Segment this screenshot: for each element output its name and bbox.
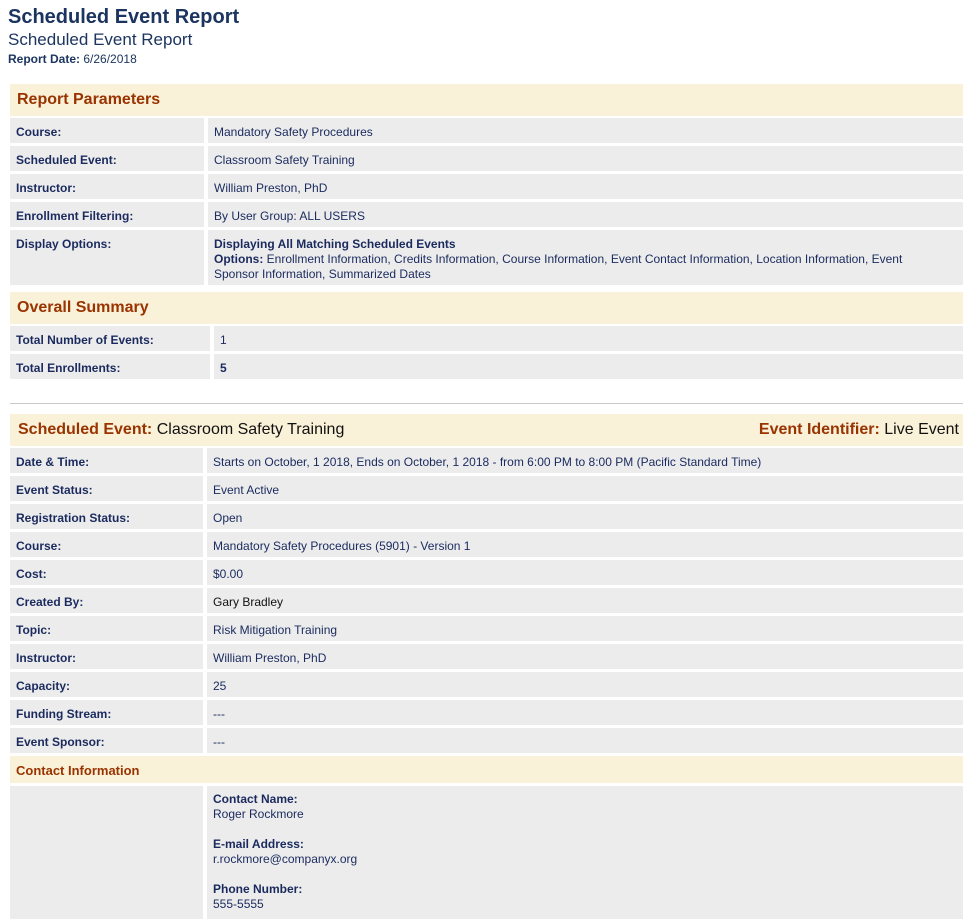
summary-value: 1 (214, 326, 963, 351)
event-value: Event Active (207, 476, 963, 501)
report-date-value: 6/26/2018 (83, 52, 137, 66)
report-date-label: Report Date: (8, 52, 81, 66)
summary-label: Total Enrollments: (10, 354, 210, 379)
event-label: Created By: (10, 588, 203, 613)
event-identifier-label: Event Identifier: (758, 421, 880, 438)
summary-label: Total Number of Events: (10, 326, 210, 351)
report-parameters-heading: Report Parameters (10, 84, 963, 116)
contact-details (207, 786, 963, 919)
section-divider (10, 403, 963, 404)
page-title: Scheduled Event Report (8, 6, 240, 28)
display-line: Displaying All Matching Scheduled Events (214, 237, 456, 251)
event-row (10, 532, 963, 557)
scheduled-event-label: Scheduled Event: (18, 421, 153, 438)
event-row (10, 588, 963, 613)
options-text (214, 252, 923, 282)
param-value: Mandatory Safety Procedures (208, 118, 963, 143)
event-value: --- (207, 700, 963, 725)
param-label: Display Options: (10, 230, 204, 285)
event-value: Open (207, 504, 963, 529)
summary-value: 5 (214, 354, 963, 379)
event-value: $0.00 (207, 560, 963, 585)
event-value: Starts on October, 1 2018, Ends on October, 1 2018 - from 6:00 PM to 8:00 PM (Pacific Standard Time) (207, 448, 963, 473)
scheduled-event-title (18, 421, 344, 439)
contact-name: Roger Rockmore (213, 807, 304, 821)
event-row (10, 448, 963, 473)
contact-phone: 555-5555 (213, 897, 264, 911)
summary-row-events (10, 326, 963, 351)
event-row (10, 700, 963, 725)
event-label: Instructor: (10, 644, 203, 669)
contact-name-label: Contact Name: (213, 792, 298, 806)
report-date (8, 51, 239, 67)
event-label: Event Status: (10, 476, 203, 501)
event-label: Capacity: (10, 672, 203, 697)
report-header (8, 5, 239, 67)
event-label: Registration Status: (10, 504, 203, 529)
event-row (10, 504, 963, 529)
overall-summary-heading: Overall Summary (10, 292, 963, 324)
display-options-value (208, 230, 963, 285)
scheduled-event-name: Classroom Safety Training (156, 421, 345, 438)
scheduled-event-heading (10, 414, 963, 446)
param-row-filtering (10, 202, 963, 227)
event-label: Date & Time: (10, 448, 203, 473)
param-label: Scheduled Event: (10, 146, 204, 171)
event-label: Event Sponsor: (10, 728, 203, 753)
param-row-display-options (10, 230, 963, 285)
contact-row (10, 786, 963, 919)
param-value: Classroom Safety Training (208, 146, 963, 171)
contact-label-cell (10, 786, 203, 919)
summary-row-enrollments (10, 354, 963, 379)
event-identifier-value: Live Event (884, 421, 959, 438)
param-label: Enrollment Filtering: (10, 202, 204, 227)
contact-information-heading: Contact Information (10, 756, 963, 783)
event-row (10, 644, 963, 669)
event-label: Course: (10, 532, 203, 557)
event-value: William Preston, PhD (207, 644, 963, 669)
param-value: By User Group: ALL USERS (208, 202, 963, 227)
param-row-instructor (10, 174, 963, 199)
event-label: Topic: (10, 616, 203, 641)
event-row (10, 728, 963, 753)
event-row (10, 672, 963, 697)
event-value: Gary Bradley (207, 588, 963, 613)
event-value: Risk Mitigation Training (207, 616, 963, 641)
event-identifier (759, 421, 959, 439)
param-label: Instructor: (10, 174, 204, 199)
param-value: William Preston, PhD (208, 174, 963, 199)
event-label: Funding Stream: (10, 700, 203, 725)
param-label: Course: (10, 118, 204, 143)
param-row-event (10, 146, 963, 171)
contact-phone-label: Phone Number: (213, 882, 303, 896)
contact-email: r.rockmore@companyx.org (213, 852, 358, 866)
param-row-course (10, 118, 963, 143)
event-value: Mandatory Safety Procedures (5901) - Version 1 (207, 532, 963, 557)
contact-email-label: E-mail Address: (213, 837, 304, 851)
event-row (10, 560, 963, 585)
event-row (10, 616, 963, 641)
event-value: 25 (207, 672, 963, 697)
event-value: --- (207, 728, 963, 753)
event-label: Cost: (10, 560, 203, 585)
event-row (10, 476, 963, 501)
options-label: Options: (214, 252, 264, 266)
page-subtitle: Scheduled Event Report (8, 30, 193, 49)
options-value: Enrollment Information, Credits Information, Course Information, Event Contact Information, Location Information, Event Sponsor Information, Summarized Dates (214, 252, 903, 281)
